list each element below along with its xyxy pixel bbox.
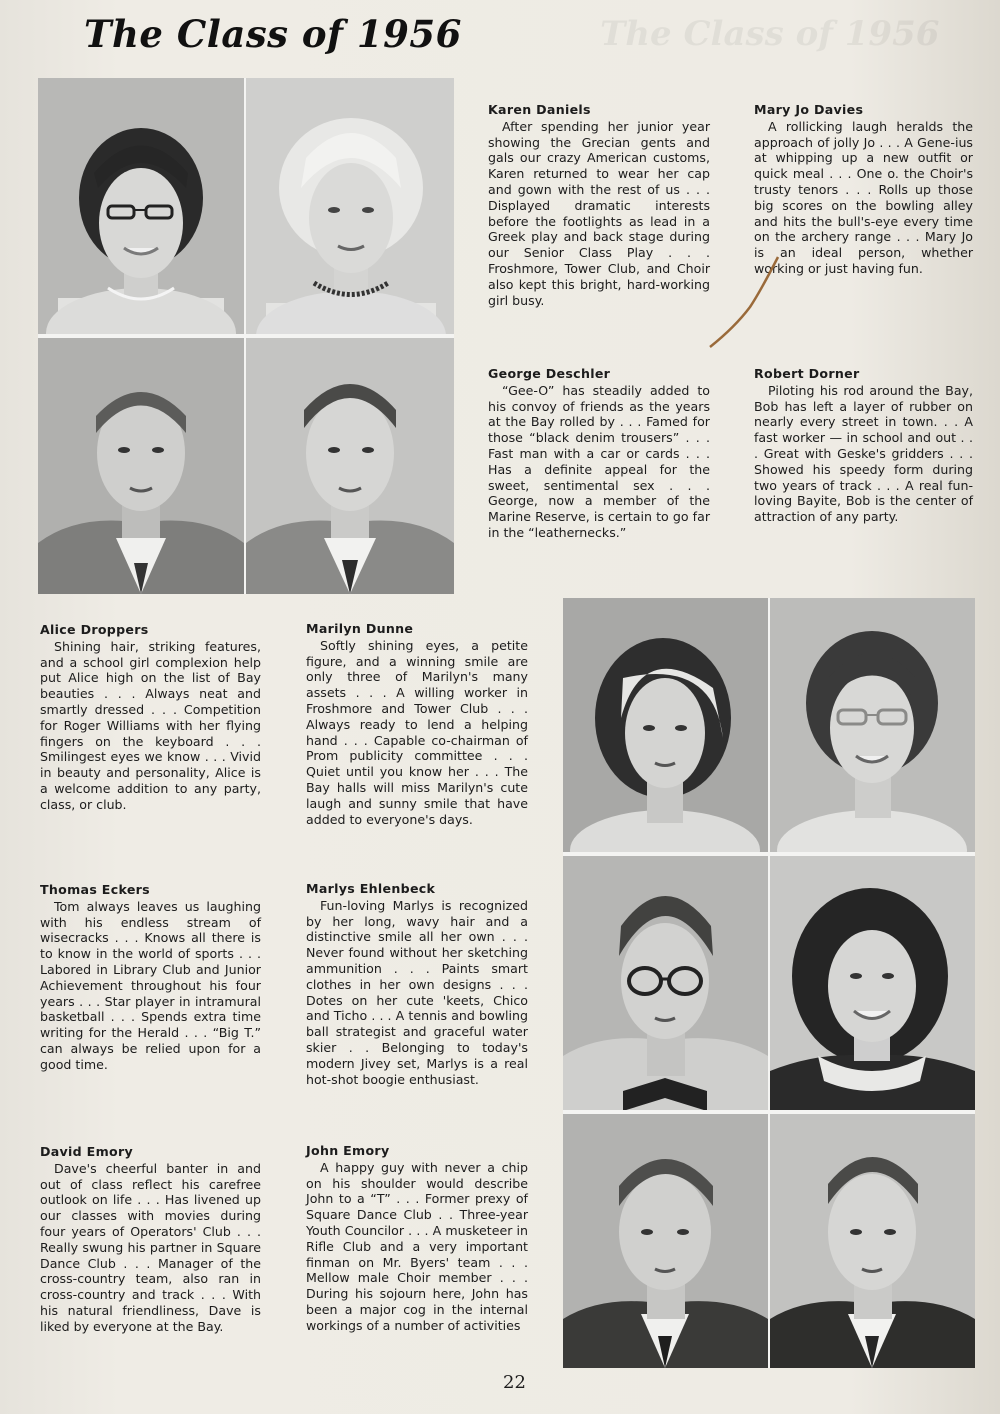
bio-mary-jo-davies bbox=[754, 102, 973, 277]
bio-name: Karen Daniels bbox=[488, 102, 591, 117]
bio-robert-dorner bbox=[754, 366, 973, 525]
page-title: The Class of 1956 bbox=[84, 12, 462, 56]
portrait-marilyn-dunne bbox=[770, 598, 975, 852]
bio-text: A rollicking laugh heralds the approach of jolly Jo . . . A Gene-ius at whipping up a new outfit or quick meal . . . One o. the Choir's trusty tenors . . . Rolls up those big scores on the bowling alley and hits the bull's-eye every time on the archery range . . . Mary Jo is an ideal person, whether working or just having fun. bbox=[754, 118, 973, 276]
bio-marlys-ehlenbeck bbox=[306, 881, 528, 1087]
bio-text: Dave's cheerful banter in and out of class reflect his carefree outlook on life . . . Has livened up our classes with movies during four years of Operators' Club . . . Really swung his partner in Square Dance Club . . . Manager of the cross-country team, also ran in cross-country and track . . . With his natural friendliness, Dave is liked by everyone at the Bay. bbox=[40, 1160, 261, 1334]
paper-tear-mark bbox=[700, 252, 780, 362]
bio-karen-daniels bbox=[488, 102, 710, 308]
portrait-john-emory bbox=[770, 1114, 975, 1368]
bio-text: “Gee-O” has steadily added to his convoy of friends as the years at the Bay rolled by . . . Famed for those “black denim trousers” . . . Fast man with a car or cards . . . Has a definite appeal for the sweet, sentimental sex . . . George, now a member of the Marine Reserve, is certain to go far in the “leathernecks.” bbox=[488, 382, 710, 540]
bio-name: John Emory bbox=[306, 1143, 390, 1158]
portrait-karen-daniels bbox=[38, 78, 244, 334]
bio-text: Softly shining eyes, a petite figure, and a winning smile are only three of Marilyn's many assets . . . A willing worker in Froshmore and Tower Club . . . Always ready to lend a helping hand . . . Capable co-chairman of Prom publicity committee . . . Quiet until you know her . . . The Bay halls will miss Marilyn's cute laugh and sunny smile that have added to everyone's days. bbox=[306, 637, 528, 827]
bio-name: Marilyn Dunne bbox=[306, 621, 414, 636]
bio-name: Alice Droppers bbox=[40, 622, 149, 637]
page-number: 22 bbox=[503, 1372, 526, 1393]
bio-name: Marlys Ehlenbeck bbox=[306, 881, 436, 896]
bio-thomas-eckers bbox=[40, 882, 261, 1073]
bio-name: Robert Dorner bbox=[754, 366, 860, 381]
portrait-thomas-eckers bbox=[563, 856, 768, 1110]
bio-john-emory bbox=[306, 1143, 528, 1334]
bio-text: A happy guy with never a chip on his shoulder would describe John to a “T” . . . Former prexy of Square Dance Club . . Three-year Youth Councilor . . . A musketeer in Rifle Club and a very important finman on Mr. Byers' team . . . Mellow male Choir member . . . During his sojourn here, John has been a major cog in the internal workings of a number of activities bbox=[306, 1159, 528, 1333]
bio-david-emory bbox=[40, 1144, 261, 1335]
bio-alice-droppers bbox=[40, 622, 261, 813]
bio-text: Shining hair, striking features, and a school girl complexion help put Alice high on the list of Bay beauties . . . Always neat and smartly dressed . . . Competition for Roger Williams with her flying fingers on the keyboard . . . Smilingest eyes we know . . . Vivid in beauty and personality, Alice is a welcome addition to any party, class, or club. bbox=[40, 638, 261, 812]
photo-grid-top bbox=[38, 78, 454, 594]
portrait-mary-jo-davies bbox=[246, 78, 454, 334]
portrait-alice-droppers bbox=[563, 598, 768, 852]
portrait-robert-dorner bbox=[246, 338, 454, 594]
bio-text: After spending her junior year showing the Grecian gents and gals our crazy American customs, Karen returned to wear her cap and gown with the rest of us . . . Displayed dramatic interests before the footlights as lead in a Greek play and back stage during our Senior Class Play . . . Froshmore, Tower Club, and Choir also kept this bright, hard-working girl busy. bbox=[488, 118, 710, 308]
portrait-david-emory bbox=[563, 1114, 768, 1368]
bio-text: Piloting his rod around the Bay, Bob has left a layer of rubber on nearly every street in town. . . A fast worker — in school and out . . . Great with Geske's gridders . . . Showed his speedy form during two years of track . . . A real fun-loving Bayite, Bob is the center of attraction of any party. bbox=[754, 382, 973, 525]
bleed-through-title: The Class of 1956 bbox=[600, 14, 940, 54]
bio-marilyn-dunne bbox=[306, 621, 528, 827]
bio-george-deschler bbox=[488, 366, 710, 541]
bio-name: Thomas Eckers bbox=[40, 882, 150, 897]
portrait-george-deschler bbox=[38, 338, 244, 594]
bio-name: George Deschler bbox=[488, 366, 611, 381]
bio-text: Fun-loving Marlys is recognized by her long, wavy hair and a distinctive smile all her own . . . Never found without her sketching ammunition . . . Paints smart clothes in her own designs . . . Dotes on her cute 'keets, Chico and Ticho . . . A tennis and bowling ball strategist and graceful water skier . . Belonging to today's modern Jivey set, Marlys is a real hot-shot boogie enthusiast. bbox=[306, 897, 528, 1087]
bio-text: Tom always leaves us laughing with his endless stream of wisecracks . . . Knows all there is to know in the world of sports . . . Labored in Library Club and Junior Achievement throughout his four years . . . Star player in intramural basketball . . . Spends extra time writing for the Herald . . . “Big T.” can always be relied upon for a good time. bbox=[40, 898, 261, 1072]
bio-name: David Emory bbox=[40, 1144, 133, 1159]
bio-name: Mary Jo Davies bbox=[754, 102, 864, 117]
photo-grid-bottom bbox=[563, 598, 975, 1368]
portrait-marlys-ehlenbeck bbox=[770, 856, 975, 1110]
